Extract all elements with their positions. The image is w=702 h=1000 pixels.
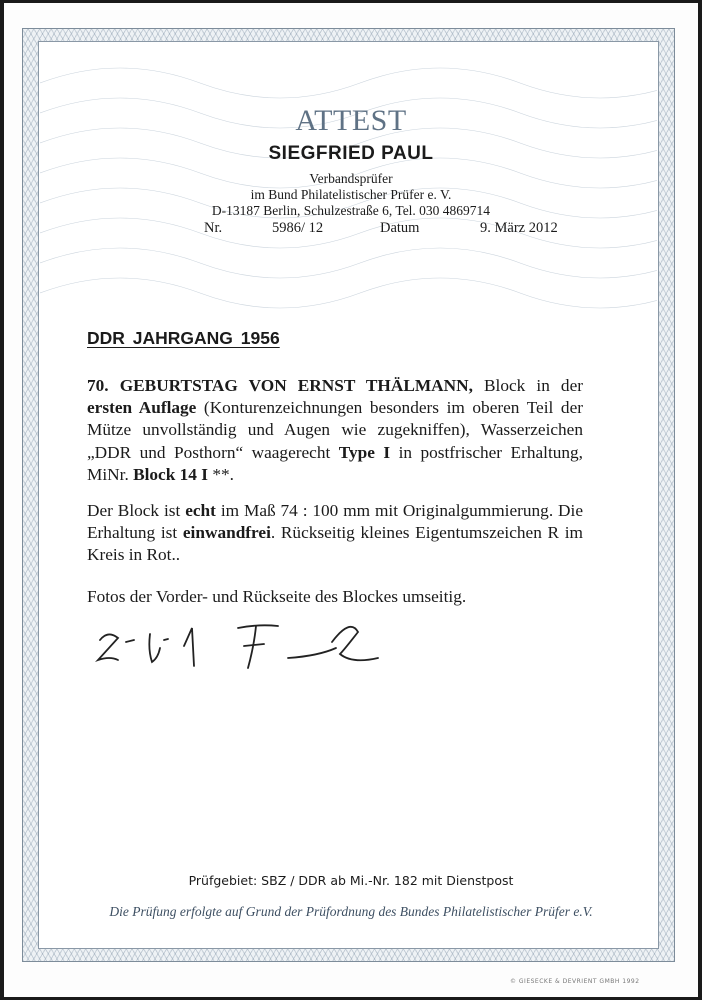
exam-regulation: Die Prüfung erfolgte auf Grund der Prüfordnung des Bundes Philatelistischer Prüfer e.V. — [109, 904, 593, 919]
section-heading: DDR JAHRGANG 1956 — [87, 328, 280, 348]
printer-imprint: © GIESECKE & DEVRIENT GMBH 1992 — [510, 978, 640, 985]
condition-paragraph: Der Block ist echt im Maß 74 : 100 mm mit Originalgummierung. Die Erhaltung ist einwandfrei. Rückseitig kleines Eigentumszeichen R im Kreis in Rot.. — [87, 501, 583, 565]
date-label: Datum — [380, 220, 420, 236]
examiner-address: D-13187 Berlin, Schulzestraße 6, Tel. 030 4869714 — [211, 203, 491, 218]
examiner-association: im Bund Philatelistischer Prüfer e. V. — [250, 187, 452, 202]
nr-label: Nr. — [204, 220, 223, 236]
certificate-title: ATTEST — [295, 104, 407, 137]
exam-scope: Prüfgebiet: SBZ / DDR ab Mi.-Nr. 182 mit Dienstpost — [188, 873, 514, 888]
examiner-name: SIEGFRIED PAUL — [268, 143, 434, 164]
date-value: 9. März 2012 — [480, 220, 558, 236]
examiner-role: Verbandsprüfer — [309, 171, 393, 186]
photos-note: Fotos der Vorder- und Rückseite des Blockes umseitig. — [87, 587, 467, 606]
signature — [88, 610, 388, 680]
nr-value: 5986/ 12 — [272, 220, 324, 236]
description-paragraph: 70. GEBURTSTAG VON ERNST THÄLMANN, Block in der ersten Auflage (Konturenzeichnungen besonders im oberen Teil der Mütze unvollständig und Augen wie zugekniffen), Wasserzeichen „DDR und Posthorn“ waagerecht Type I in postfrischer Erhaltung, MiNr. Block 14 I **. — [87, 376, 583, 484]
